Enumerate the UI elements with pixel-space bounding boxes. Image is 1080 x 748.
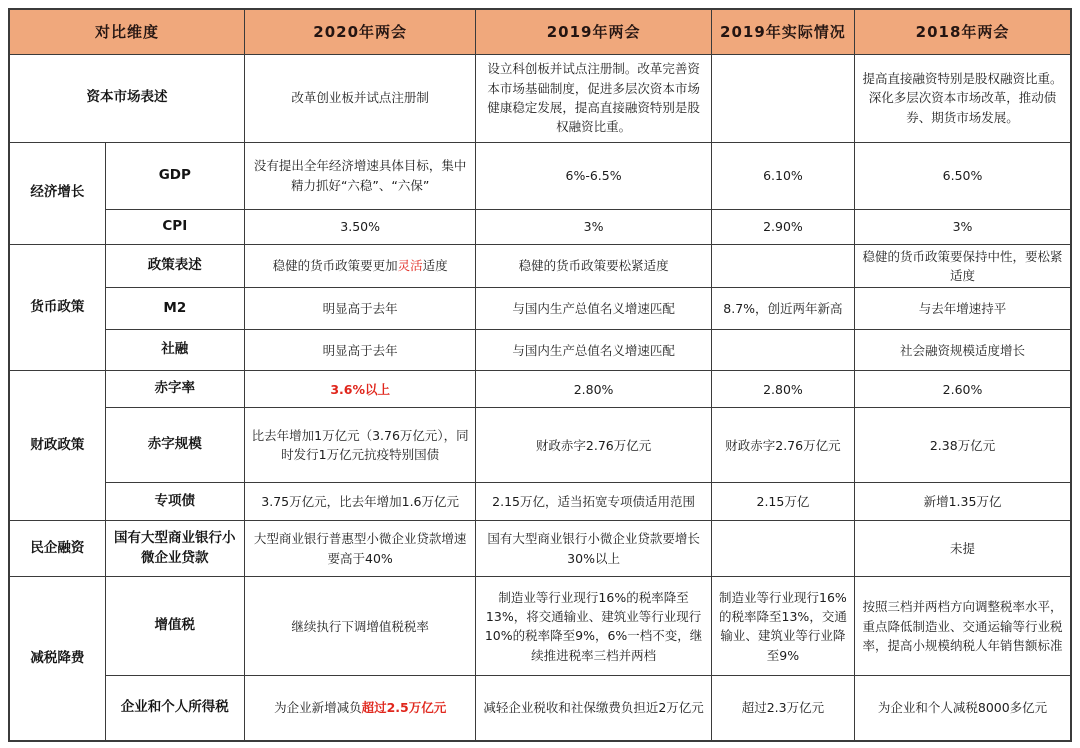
- dimension-cell: 赤字规模: [105, 408, 244, 483]
- data-cell: 3.50%: [244, 209, 475, 244]
- data-cell: 6.50%: [855, 142, 1071, 209]
- cell-text: 稳健的货币政策要更加: [272, 258, 398, 274]
- table-row: [9, 676, 1071, 741]
- data-cell: 3.75万亿元，比去年增加1.6万亿元: [244, 483, 475, 521]
- data-cell: 继续执行下调增值税税率: [244, 577, 475, 676]
- data-cell: 大型商业银行普惠型小微企业贷款增速要高于40%: [244, 521, 475, 577]
- table-row: [9, 330, 1071, 371]
- data-cell: 提高直接融资特别是股权融资比重。深化多层次资本市场改革，推动债券、期货市场发展。: [855, 54, 1071, 142]
- data-cell: 2.80%: [476, 371, 711, 408]
- dimension-cell: GDP: [105, 142, 244, 209]
- header-row: [9, 9, 1071, 54]
- dimension-cell: 政策表述: [105, 244, 244, 288]
- data-cell: [244, 676, 475, 741]
- highlight-text: 3.6%以上: [330, 381, 390, 397]
- table-row: [9, 142, 1071, 209]
- data-cell: 未提: [855, 521, 1071, 577]
- table-row: [9, 483, 1071, 521]
- data-cell: 比去年增加1万亿元（3.76万亿元），同时发行1万亿元抗疫特别国债: [244, 408, 475, 483]
- data-cell: 新增1.35万亿: [855, 483, 1071, 521]
- dimension-cell: M2: [105, 288, 244, 330]
- data-cell: 稳健的货币政策要保持中性，要松紧适度: [855, 244, 1071, 288]
- data-cell: 按照三档并两档方向调整税率水平，重点降低制造业、交通运输等行业税率，提高小规模纳税人年销售额标准: [855, 577, 1071, 676]
- data-cell: 6.10%: [711, 142, 854, 209]
- table-row: [9, 244, 1071, 288]
- data-cell: 明显高于去年: [244, 288, 475, 330]
- data-cell: 2.15万亿，适当拓宽专项债适用范围: [476, 483, 711, 521]
- data-cell: 3%: [476, 209, 711, 244]
- data-cell: 超过2.3万亿元: [711, 676, 854, 741]
- group-cell: 民企融资: [9, 521, 105, 577]
- highlight-text: 灵活: [397, 258, 423, 274]
- dimension-cell: 国有大型商业银行小微企业贷款: [105, 521, 244, 577]
- data-cell: 明显高于去年: [244, 330, 475, 371]
- dimension-cell: 企业和个人所得税: [105, 676, 244, 741]
- group-cell: 资本市场表述: [9, 54, 244, 142]
- data-cell: 稳健的货币政策要松紧适度: [476, 244, 711, 288]
- data-cell: 制造业等行业现行16%的税率降至13%，将交通输业、建筑业等行业现行10%的税率降至9%，6%一档不变，继续推进税率三档并两档: [476, 577, 711, 676]
- data-cell: 为企业和个人减税8000多亿元: [855, 676, 1071, 741]
- header-col-2019: 2019年两会: [476, 9, 711, 54]
- data-cell: [711, 330, 854, 371]
- policy-comparison-table: [8, 8, 1072, 742]
- group-cell: 财政政策: [9, 371, 105, 521]
- data-cell: 2.38万亿元: [855, 408, 1071, 483]
- table-row: [9, 209, 1071, 244]
- header-col-2019-actual: 2019年实际情况: [711, 9, 854, 54]
- data-cell: 2.60%: [855, 371, 1071, 408]
- cell-text: 为企业新增减负: [274, 700, 362, 716]
- data-cell: 3%: [855, 209, 1071, 244]
- data-cell: 财政赤字2.76万亿元: [476, 408, 711, 483]
- data-cell: 社会融资规模适度增长: [855, 330, 1071, 371]
- data-cell: 2.15万亿: [711, 483, 854, 521]
- data-cell: 制造业等行业现行16%的税率降至13%，交通输业、建筑业等行业降至9%: [711, 577, 854, 676]
- data-cell: 2.90%: [711, 209, 854, 244]
- data-cell: 2.80%: [711, 371, 854, 408]
- data-cell: 与国内生产总值名义增速匹配: [476, 330, 711, 371]
- data-cell: 改革创业板并试点注册制: [244, 54, 475, 142]
- data-cell: 国有大型商业银行小微企业贷款要增长30%以上: [476, 521, 711, 577]
- data-cell: 财政赤字2.76万亿元: [711, 408, 854, 483]
- data-cell: 8.7%，创近两年新高: [711, 288, 854, 330]
- data-cell: [244, 244, 475, 288]
- data-cell: [244, 371, 475, 408]
- data-cell: 与去年增速持平: [855, 288, 1071, 330]
- group-cell: 减税降费: [9, 577, 105, 741]
- data-cell: 6%-6.5%: [476, 142, 711, 209]
- table-row: [9, 371, 1071, 408]
- header-col-2020: 2020年两会: [244, 9, 475, 54]
- table-row: [9, 521, 1071, 577]
- table-row: [9, 577, 1071, 676]
- header-col-2018: 2018年两会: [855, 9, 1071, 54]
- data-cell: [711, 521, 854, 577]
- dimension-cell: CPI: [105, 209, 244, 244]
- data-cell: 设立科创板并试点注册制。改革完善资本市场基础制度，促进多层次资本市场健康稳定发展，提高直接融资特别是股权融资比重。: [476, 54, 711, 142]
- header-dimension: 对比维度: [9, 9, 244, 54]
- table-row: [9, 54, 1071, 142]
- highlight-text: 超过2.5万亿元: [361, 700, 447, 716]
- cell-text: 适度: [422, 258, 448, 274]
- dimension-cell: 专项债: [105, 483, 244, 521]
- data-cell: 没有提出全年经济增速具体目标，集中精力抓好“六稳”、“六保”: [244, 142, 475, 209]
- dimension-cell: 社融: [105, 330, 244, 371]
- data-cell: 与国内生产总值名义增速匹配: [476, 288, 711, 330]
- table-row: [9, 408, 1071, 483]
- data-cell: [711, 54, 854, 142]
- data-cell: [711, 244, 854, 288]
- dimension-cell: 赤字率: [105, 371, 244, 408]
- group-cell: 货币政策: [9, 244, 105, 371]
- data-cell: 减轻企业税收和社保缴费负担近2万亿元: [476, 676, 711, 741]
- group-cell: 经济增长: [9, 142, 105, 244]
- table-row: [9, 288, 1071, 330]
- dimension-cell: 增值税: [105, 577, 244, 676]
